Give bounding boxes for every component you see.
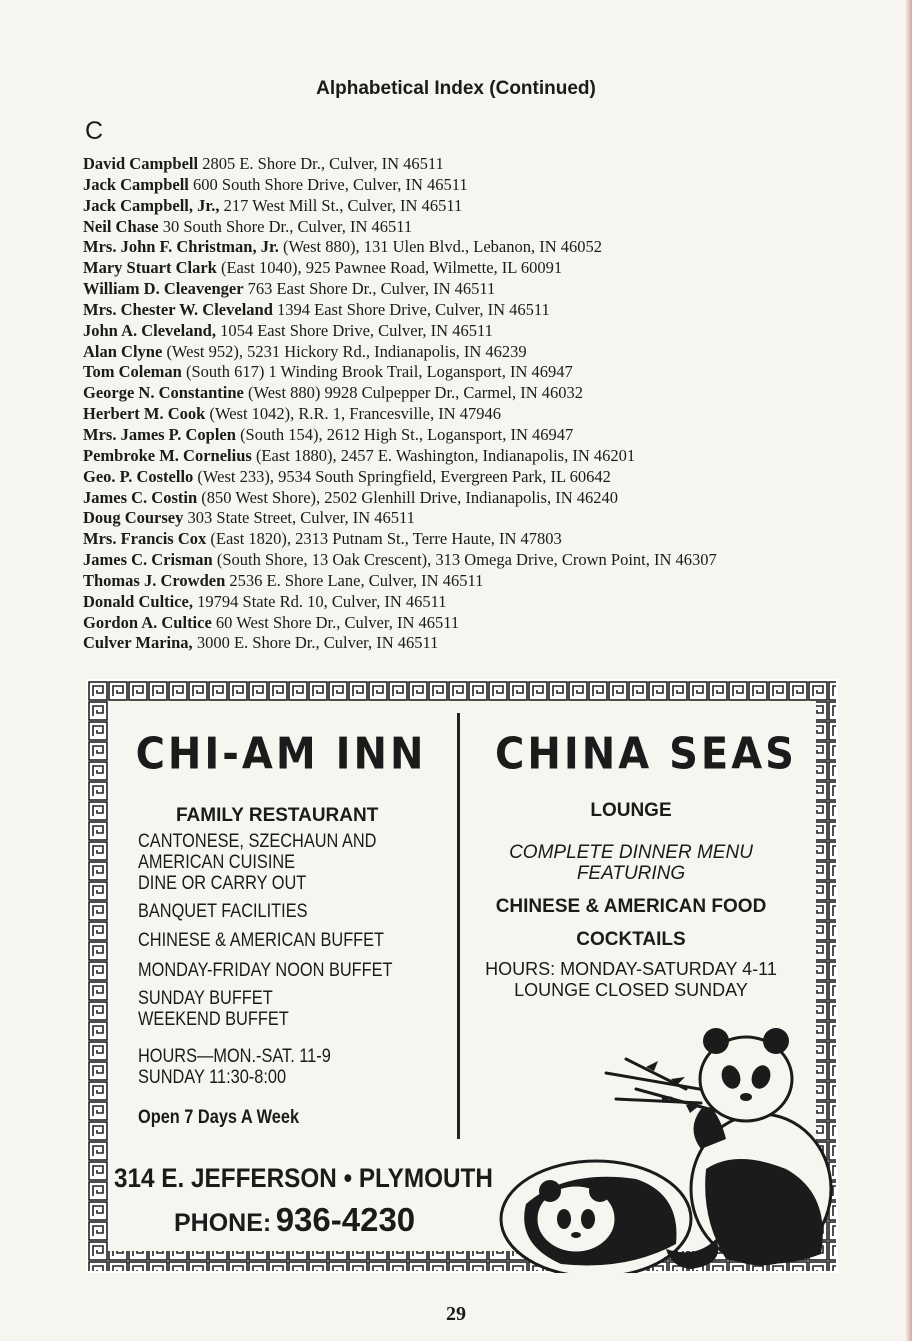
entry-address: (West 952), 5231 Hickory Rd., Indianapolis, IN 46239: [162, 341, 527, 361]
entry-address: (South Shore, 13 Oak Crescent), 313 Omega Drive, Crown Point, IN 46307: [212, 550, 717, 570]
index-entry: [83, 425, 883, 446]
entry-name: Doug Coursey: [83, 508, 184, 528]
page-number: 29: [446, 1303, 466, 1325]
entry-name: Mary Stuart Clark: [83, 258, 217, 278]
entry-name: Herbert M. Cook: [83, 404, 206, 424]
entry-address: (East 1820), 2313 Putnam St., Terre Haute, IN 47803: [206, 529, 562, 549]
index-entry: [83, 404, 883, 425]
entry-address: (East 1040), 925 Pawnee Road, Wilmette, IL 60091: [216, 258, 563, 278]
entry-address: (South 154), 2612 High St., Logansport, IN 46947: [235, 424, 574, 444]
hours-line: HOURS—MON.-SAT. 11-9: [138, 1046, 331, 1067]
index-entry: [83, 321, 883, 342]
entry-name: Neil Chase: [83, 216, 159, 236]
index-entry: [83, 571, 883, 592]
entry-address: 2536 E. Shore Lane, Culver, IN 46511: [225, 570, 484, 590]
entry-name: Thomas J. Crowden: [83, 570, 226, 590]
entry-address: 763 East Shore Dr., Culver, IN 46511: [243, 279, 496, 299]
banquet-line: BANQUET FACILITIES: [138, 901, 308, 922]
index-entry: [83, 550, 883, 571]
page-edge: [906, 0, 912, 1341]
entry-name: Mrs. Francis Cox: [83, 529, 207, 549]
index-entry: [83, 279, 883, 300]
food-line: CHINESE & AMERICAN FOOD: [495, 896, 767, 917]
index-entry: [83, 446, 883, 467]
index-entry: [83, 342, 883, 363]
index-entry: [83, 592, 883, 613]
entry-name: Culver Marina,: [83, 633, 193, 653]
entry-name: Gordon A. Cultice: [83, 612, 212, 632]
entry-name: James C. Costin: [83, 487, 198, 507]
entry-name: Geo. P. Costello: [83, 466, 194, 486]
open-days-line: Open 7 Days A Week: [138, 1107, 300, 1128]
column-divider: [457, 713, 460, 1139]
weekend-line: WEEKEND BUFFET: [138, 1009, 289, 1030]
restaurant-phone: [174, 1201, 415, 1239]
entry-address: (West 1042), R.R. 1, Francesville, IN 47946: [205, 404, 501, 424]
entry-address: 3000 E. Shore Dr., Culver, IN 46511: [192, 633, 439, 653]
phone-label: PHONE:: [174, 1209, 272, 1237]
index-entry: [83, 488, 883, 509]
entry-name: William D. Cleavenger: [83, 279, 244, 299]
entry-address: 60 West Shore Dr., Culver, IN 46511: [211, 612, 460, 632]
entry-address: (South 617) 1 Winding Brook Trail, Logansport, IN 46947: [181, 362, 573, 382]
entry-name: John A. Cleveland,: [83, 320, 216, 340]
entry-name: Mrs. James P. Coplen: [83, 424, 236, 444]
menu-line: FEATURING: [576, 863, 686, 884]
index-entry: [83, 196, 883, 217]
entry-address: (West 880), 131 Ulen Blvd., Lebanon, IN 46052: [278, 237, 603, 257]
entry-name: James C. Crisman: [83, 550, 213, 570]
menu-line: COMPLETE DINNER MENU: [509, 842, 753, 863]
index-entry: [83, 175, 883, 196]
index-letter: C: [85, 117, 104, 145]
index-list: [83, 154, 883, 654]
cuisine-line: AMERICAN CUISINE: [138, 852, 296, 873]
index-entry: [83, 383, 883, 404]
page-heading: Alphabetical Index (Continued): [316, 78, 596, 99]
cuisine-line: DINE OR CARRY OUT: [138, 873, 307, 894]
entry-address: (West 880) 9928 Culpepper Dr., Carmel, IN 46032: [243, 383, 584, 403]
entry-address: 303 State Street, Culver, IN 46511: [183, 508, 415, 528]
china-seas-title: CHINA SEAS: [495, 728, 797, 780]
index-entry: [83, 467, 883, 488]
index-entry: [83, 258, 883, 279]
phone-number: 936-4230: [275, 1201, 416, 1238]
entry-address: 2805 E. Shore Dr., Culver, IN 46511: [198, 154, 444, 173]
entry-address: 600 South Shore Drive, Culver, IN 46511: [188, 174, 468, 194]
panda-icon: [486, 1019, 838, 1273]
index-entry: [83, 613, 883, 634]
entry-name: Alan Clyne: [83, 341, 163, 361]
family-restaurant-label: FAMILY RESTAURANT: [176, 805, 379, 826]
index-entry: [83, 529, 883, 550]
entry-address: 1054 East Shore Drive, Culver, IN 46511: [215, 320, 493, 340]
index-entry: [83, 154, 883, 175]
restaurant-ad: [86, 679, 838, 1273]
hours-line: SUNDAY 11:30-8:00: [138, 1067, 287, 1088]
lounge-label: LOUNGE: [590, 800, 672, 821]
index-entry: [83, 633, 883, 654]
entry-address: 19794 State Rd. 10, Culver, IN 46511: [193, 591, 447, 611]
index-entry: [83, 508, 883, 529]
buffet-line: CHINESE & AMERICAN BUFFET: [138, 930, 385, 951]
lounge-hours-line: LOUNGE CLOSED SUNDAY: [514, 980, 748, 1000]
entry-name: Pembroke M. Cornelius: [83, 445, 252, 465]
entry-address: 30 South Shore Dr., Culver, IN 46511: [158, 216, 413, 236]
entry-address: 217 West Mill St., Culver, IN 46511: [219, 195, 463, 215]
lounge-hours-line: HOURS: MONDAY-SATURDAY 4-11: [485, 959, 777, 979]
entry-address: (850 West Shore), 2502 Glenhill Drive, Indianapolis, IN 46240: [197, 487, 619, 507]
entry-name: Tom Coleman: [83, 362, 182, 382]
cuisine-line: CANTONESE, SZECHAUN AND: [138, 831, 377, 852]
entry-address: (East 1880), 2457 E. Washington, Indianapolis, IN 46201: [251, 445, 636, 465]
entry-address: 1394 East Shore Drive, Culver, IN 46511: [272, 299, 550, 319]
index-entry: [83, 237, 883, 258]
entry-name: Mrs. Chester W. Cleveland: [83, 299, 273, 319]
cocktails-line: COCKTAILS: [576, 929, 686, 950]
entry-name: David Campbell: [83, 154, 199, 173]
entry-name: Mrs. John F. Christman, Jr.: [83, 237, 279, 257]
index-entry: [83, 362, 883, 383]
index-entry: [83, 217, 883, 238]
restaurant-address: 314 E. JEFFERSON • PLYMOUTH: [114, 1163, 493, 1193]
index-entry: [83, 300, 883, 321]
noon-buffet-line: MONDAY-FRIDAY NOON BUFFET: [138, 960, 393, 981]
weekend-line: SUNDAY BUFFET: [138, 988, 273, 1009]
entry-address: (West 233), 9534 South Springfield, Evergreen Park, IL 60642: [193, 466, 611, 486]
entry-name: Jack Campbell: [83, 174, 189, 194]
entry-name: George N. Constantine: [83, 383, 244, 403]
entry-name: Jack Campbell, Jr.,: [83, 195, 220, 215]
chi-am-inn-title: CHI-AM INN: [135, 728, 427, 780]
entry-name: Donald Cultice,: [83, 591, 194, 611]
